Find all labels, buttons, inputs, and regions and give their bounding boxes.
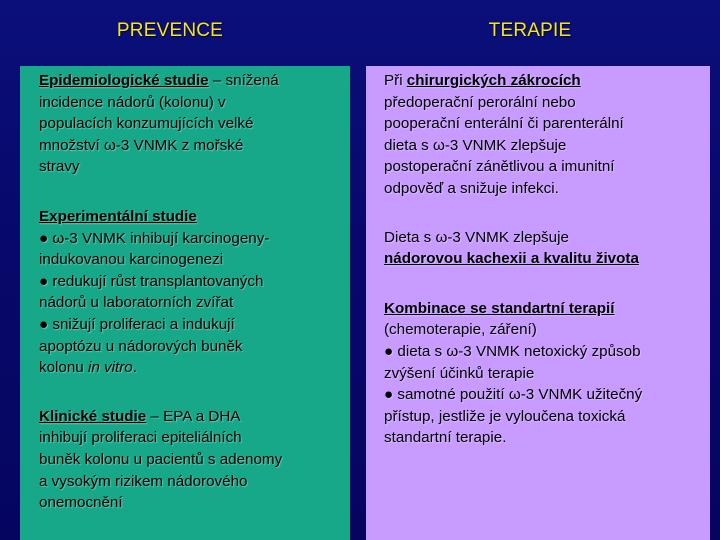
combo-line-7: standartní terapie.: [384, 429, 507, 447]
clin-line-5: onemocnění: [39, 494, 123, 512]
exp-line-6: ● snižují proliferaci a indukují: [39, 315, 235, 333]
clin-line-3: buněk kolonu u pacientů s adenomy: [39, 450, 283, 468]
epi-line-3: populacích konzumujících velké: [39, 115, 254, 133]
clin-heading: Klinické studie: [39, 407, 147, 425]
clinical-studies-block: [39, 406, 336, 514]
combo-line-3: ● dieta s ω-3 VNMK netoxický způsob: [384, 342, 641, 360]
combination-block: [384, 298, 696, 449]
epidemiological-studies-block: [39, 70, 336, 178]
combo-line-6: přístup, jestliže je vyloučena toxická: [384, 407, 626, 425]
surgery-block: [384, 70, 696, 200]
epi-line-4: množství ω-3 VNMK z mořské: [39, 136, 244, 154]
clin-line-2: inhibují proliferaci epiteliálních: [39, 429, 242, 447]
combo-line-2: (chemoterapie, záření): [384, 321, 537, 339]
surg-line-5: postoperační zánětlivou a imunitní: [384, 158, 615, 176]
combo-line-4: zvýšení účinků terapie: [384, 364, 535, 382]
combo-heading: Kombinace se standartní terapií: [384, 299, 615, 317]
exp-line-2: ● ω-3 VNMK inhibují karcinogeny-: [39, 229, 270, 247]
exp-line-3: indukovanou karcinogenezi: [39, 251, 224, 269]
exp-line-5: nádorů u laboratorních zvířat: [39, 294, 234, 312]
surg-prefix: Při: [384, 72, 407, 89]
surg-line-3: pooperační enterální či parenterální: [384, 115, 624, 133]
clin-line-4: a vysokým rizikem nádorového: [39, 472, 248, 490]
terapie-title: TERAPIE: [488, 20, 572, 41]
epi-line-2: incidence nádorů (kolonu) v: [39, 93, 226, 111]
clin-line-1: [39, 406, 336, 428]
surg-line-1: [384, 70, 696, 92]
exp-line-4: ● redukují růst transplantovaných: [39, 272, 264, 290]
prevence-title: PREVENCE: [116, 20, 224, 41]
surg-heading: chirurgických zákrocích: [406, 72, 581, 89]
epi-heading: Epidemiologické studie: [39, 72, 209, 89]
epi-line-1: [39, 70, 336, 92]
terapie-panel: [366, 66, 710, 540]
diet-line-2: nádorovou kachexii a kvalitu života: [384, 250, 639, 268]
diet-line-1: Dieta s ω-3 VNMK zlepšuje: [384, 228, 569, 246]
experimental-studies-block: [39, 206, 336, 379]
exp-line-8: [39, 357, 336, 379]
surg-line-4: dieta s ω-3 VNMK zlepšuje: [384, 136, 567, 154]
diet-block: [384, 227, 696, 270]
exp-heading: Experimentální studie: [39, 207, 197, 225]
combo-line-5: ● samotné použití ω-3 VNMK užitečný: [384, 386, 643, 404]
exp-line-8-suffix: .: [132, 359, 137, 377]
epi-line-1-rest: – snížená: [208, 72, 279, 89]
prevence-panel: [20, 66, 350, 540]
surg-line-2: předoperační perorální nebo: [384, 93, 576, 111]
clin-line-1-rest: – EPA a DHA: [146, 407, 241, 425]
exp-line-8-italic: in vitro: [87, 359, 133, 377]
exp-line-8-prefix: kolonu: [39, 359, 88, 377]
surg-line-6: odpověď a snižuje infekci.: [384, 179, 559, 197]
exp-line-7: apoptózu u nádorových buněk: [39, 337, 243, 355]
epi-line-5: stravy: [39, 158, 80, 176]
